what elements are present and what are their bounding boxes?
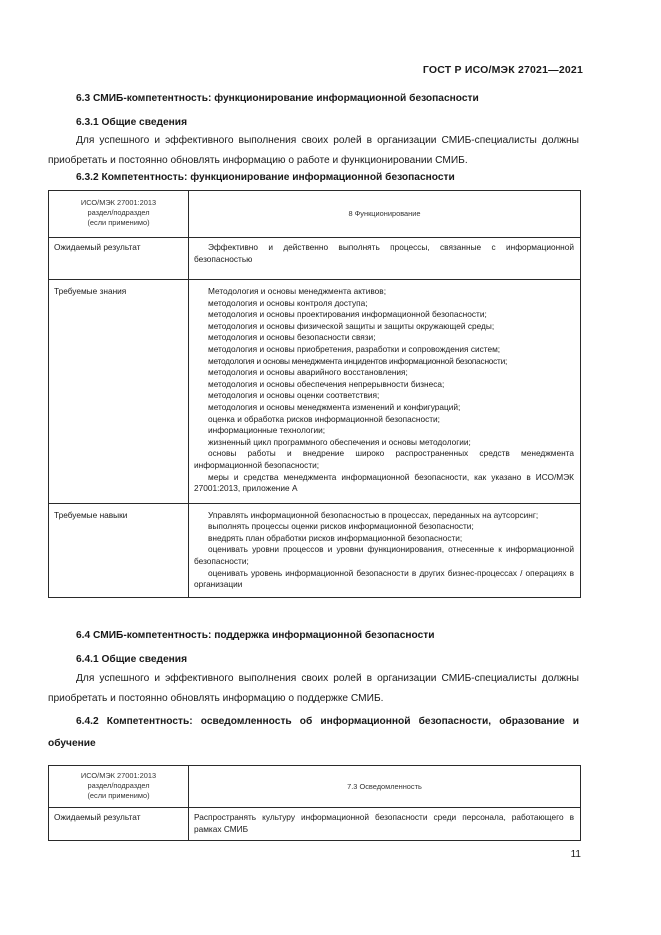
table-row <box>49 238 581 280</box>
list-item: методология и основы менеджмента изменений и конфигураций; <box>208 401 461 412</box>
list-item: методология и основы аварийного восстановления; <box>208 367 408 378</box>
table-header-left <box>49 766 189 808</box>
section-6-4-title: 6.4 СМИБ-компетентность: поддержка информационной безопасности <box>76 630 435 641</box>
header-line: ИСО/МЭК 27001:2013 <box>80 198 157 207</box>
row-text: Эффективно и действенно выполнять процессы, связанные с информационной безопасностью <box>194 242 574 264</box>
list-item: методология и основы обеспечения непрерывности бизнеса; <box>208 378 445 389</box>
list-item: Управлять информационной безопасностью в процессах, переданных на аутсорсинг; <box>208 509 539 520</box>
list-item: методология и основы оценки соответствия; <box>208 390 380 401</box>
table-row <box>49 808 581 841</box>
document-code: ГОСТ Р ИСО/МЭК 27021—2021 <box>422 64 583 76</box>
page-number: 11 <box>570 849 581 860</box>
header-line: (если применимо) <box>87 791 150 800</box>
section-6-4-1-text: Для успешного и эффективного выполнения своих ролей в организации СМИБ-специалисты должны приобретать и постоянно обновлять информацию о поддержке СМИБ. <box>48 673 579 704</box>
list-item: меры и средства менеджмента информационной безопасности, как указано в ИСО/МЭК 27001:2013, приложение А <box>194 471 574 494</box>
list-item: жизненный цикл программного обеспечения и основы методологии; <box>208 436 471 447</box>
table-row <box>49 280 581 504</box>
row-value-expected-result <box>189 238 581 280</box>
list-item: информационные технологии; <box>208 425 326 436</box>
row-value-expected-result <box>189 808 581 841</box>
section-6-4-2-title: 6.4.2 Компетентность: осведомленность об информационной безопасности, образование и обучение <box>48 716 579 749</box>
list-item: выполнять процессы оценки рисков информационной безопасности; <box>208 521 474 532</box>
header-line: раздел/подраздел <box>87 208 150 217</box>
row-value-required-knowledge <box>189 280 581 504</box>
header-line: раздел/подраздел <box>87 781 150 790</box>
section-6-3-title: 6.3 СМИБ-компетентность: функционирование информационной безопасности <box>76 93 479 104</box>
list-item: методология и основы проектирования информационной безопасности; <box>208 309 487 320</box>
section-6-3-1-text: Для успешного и эффективного выполнения своих ролей в организации СМИБ-специалисты должны приобретать и постоянно обновлять информацию о работе и функционировании СМИБ. <box>48 135 579 166</box>
list-item: Методология и основы менеджмента активов; <box>208 286 387 296</box>
list-item: методология и основы приобретения, разработки и сопровождения систем; <box>208 343 501 354</box>
header-line: ИСО/МЭК 27001:2013 <box>80 771 157 780</box>
section-6-3-2-title: 6.3.2 Компетентность: функционирование информационной безопасности <box>76 172 455 183</box>
section-6-4-1-title: 6.4.1 Общие сведения <box>76 654 188 665</box>
list-item: оценивать уровни процессов и уровни функционирования, отнесенные к информационной безопасности; <box>194 544 574 567</box>
table-header-row <box>49 191 581 238</box>
row-label-required-skills: Требуемые навыки <box>49 503 189 597</box>
table-header-right: 8 Функционирование <box>189 191 581 238</box>
row-label-expected-result: Ожидаемый результат <box>49 808 189 841</box>
header-line: (если применимо) <box>87 218 150 227</box>
list-item: методология и основы контроля доступа; <box>208 297 368 308</box>
list-item: оценка и обработка рисков информационной безопасности; <box>208 413 440 424</box>
table-header-row <box>49 766 581 808</box>
table-header-left <box>49 191 189 238</box>
list-item: оценивать уровень информационной безопасности в других бизнес-процессах / операциях в организации <box>194 567 574 590</box>
list-item: методология и основы безопасности связи; <box>208 332 376 343</box>
section-6-3-1-title: 6.3.1 Общие сведения <box>76 117 188 128</box>
list-item: внедрять план обработки рисков информационной безопасности; <box>208 532 463 543</box>
row-value-required-skills <box>189 503 581 597</box>
list-item: методология и основы менеджмента инцидентов информационной безопасности; <box>208 355 508 366</box>
row-label-expected-result: Ожидаемый результат <box>49 238 189 280</box>
list-item: методология и основы физической защиты и защиты окружающей среды; <box>208 320 495 331</box>
competence-table-operation <box>48 190 581 598</box>
competence-table-awareness <box>48 765 581 841</box>
table-header-right: 7.3 Осведомленность <box>189 766 581 808</box>
table-row <box>49 503 581 597</box>
list-item: основы работы и внедрение широко распространенных средств менеджмента информационной безопасности; <box>194 448 574 470</box>
row-label-required-knowledge: Требуемые знания <box>49 280 189 504</box>
row-text: Распространять культуру информационной безопасности среди персонала, работающего в рамках СМИБ <box>194 812 574 834</box>
